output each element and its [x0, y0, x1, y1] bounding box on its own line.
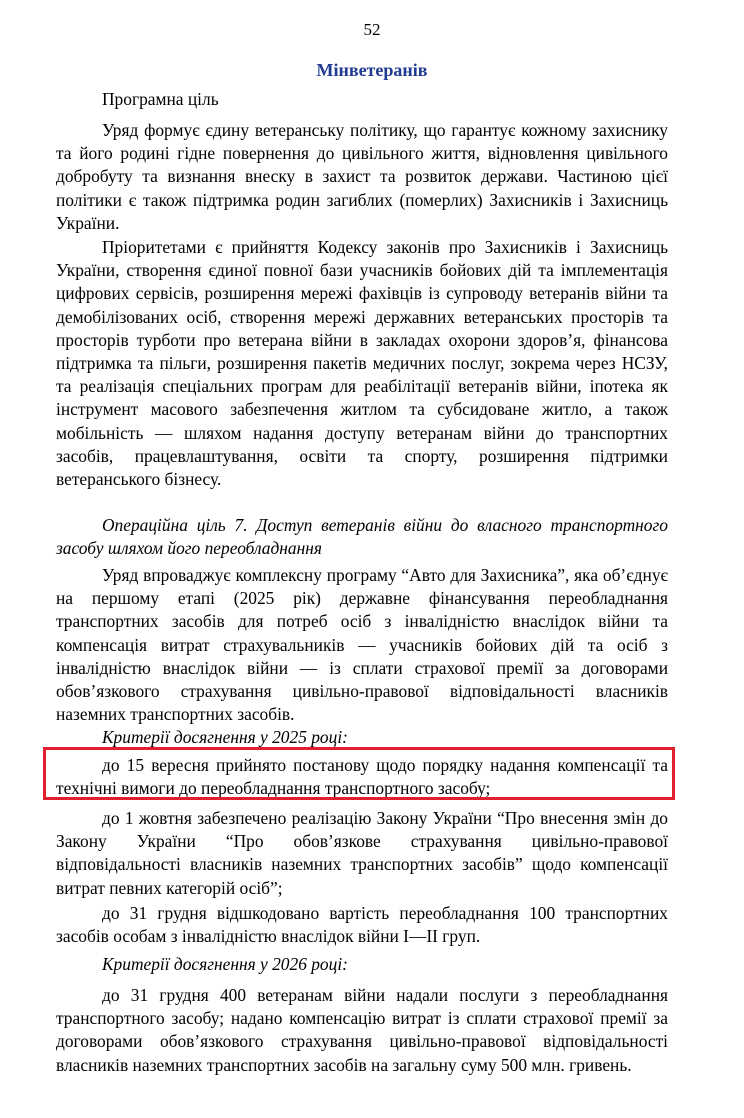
paragraph-policy: Уряд формує єдину ветеранську політику, що гарантує кожному захиснику та його родині гідне повернення до цивільного життя, відновлення цивільного добробуту та визнання внеску в захист та розвиток держави. Частиною цієї політики є також підтримка родин загиблих (померлих) Захисників і Захисниць України.: [56, 120, 668, 233]
criterion-dec-31-2025: до 31 грудня відшкодовано вартість переобладнання 100 транспортних засобів особам з інвалідністю внаслідок війни I—II груп.: [56, 903, 668, 947]
criteria-2025-label: Критерії досягнення у 2025 році:: [102, 727, 348, 747]
criterion-dec-31-2026: до 31 грудня 400 ветеранам війни надали послуги з переобладнання транспортного засобу; надано компенсацію витрат із сплати страхової премії за договорами обов’язкового страхування цивільно-правової відповідальності власників наземних транспортних засобів на загальну суму 500 млн. гривень.: [56, 985, 668, 1075]
page-title: Мінветеранів: [316, 60, 428, 80]
page-number: 52: [363, 20, 381, 39]
criterion-oct-1: до 1 жовтня забезпечено реалізацію Закону України “Про внесення змін до Закону України “Про обов’язкове страхування цивільно-правової відповідальності власників наземних транспортних засобів” щодо компенсації витрат певних категорій осіб”;: [56, 808, 668, 898]
paragraph-priorities: Пріоритетами є прийняття Кодексу законів про Захисників і Захисниць України, створення єдиної повної бази учасників бойових дій та імплементація цифрових сервісів, розширення мережі фахівців із супроводу ветеранів війни та демобілізованих осіб, створення мережі державних ветеранських просторів та просторів турботи про ветерана війни в закладах охорони здоров’я, фінансова підтримка та пільги, розширення пакетів медичних послуг, зокрема через НСЗУ, та реалізація спеціальних програм для реабілітації ветеранів війни, іпотека як інструмент масового забезпечення житлом та субсидоване житло, а також мобільність — шляхом надання доступу ветеранам війни до транспортних засобів, працевлаштування, освіти та спорту, розширення підтримки ветеранського бізнесу.: [56, 237, 668, 490]
paragraph-program-goal-label: Програмна ціль: [102, 89, 219, 109]
criteria-2026-label: Критерії досягнення у 2026 році:: [102, 954, 348, 974]
paragraph-auto-program: Уряд впроваджує комплексну програму “Авто для Захисника”, яка об’єднує на першому етапі (2025 рік) державне фінансування переобладнання транспортних засобів для потреб осіб з інвалідністю внаслідок війни та компенсація витрат страхувальників — учасників бойових дій та осіб з інвалідністю внаслідок війни — із сплати страхової премії за договорами обов’язкового страхування цивільно-правової відповідальності власників наземних транспортних засобів.: [56, 565, 668, 725]
paragraph-operational-goal: Операційна ціль 7. Доступ ветеранів війни до власного транспортного засобу шляхом його переобладнання: [56, 515, 668, 559]
highlight-box: [43, 747, 675, 800]
criterion-sep-15: до 15 вересня прийнято постанову щодо порядку надання компенсації та технічні вимоги до переобладнання транспортного засобу;: [56, 755, 668, 799]
